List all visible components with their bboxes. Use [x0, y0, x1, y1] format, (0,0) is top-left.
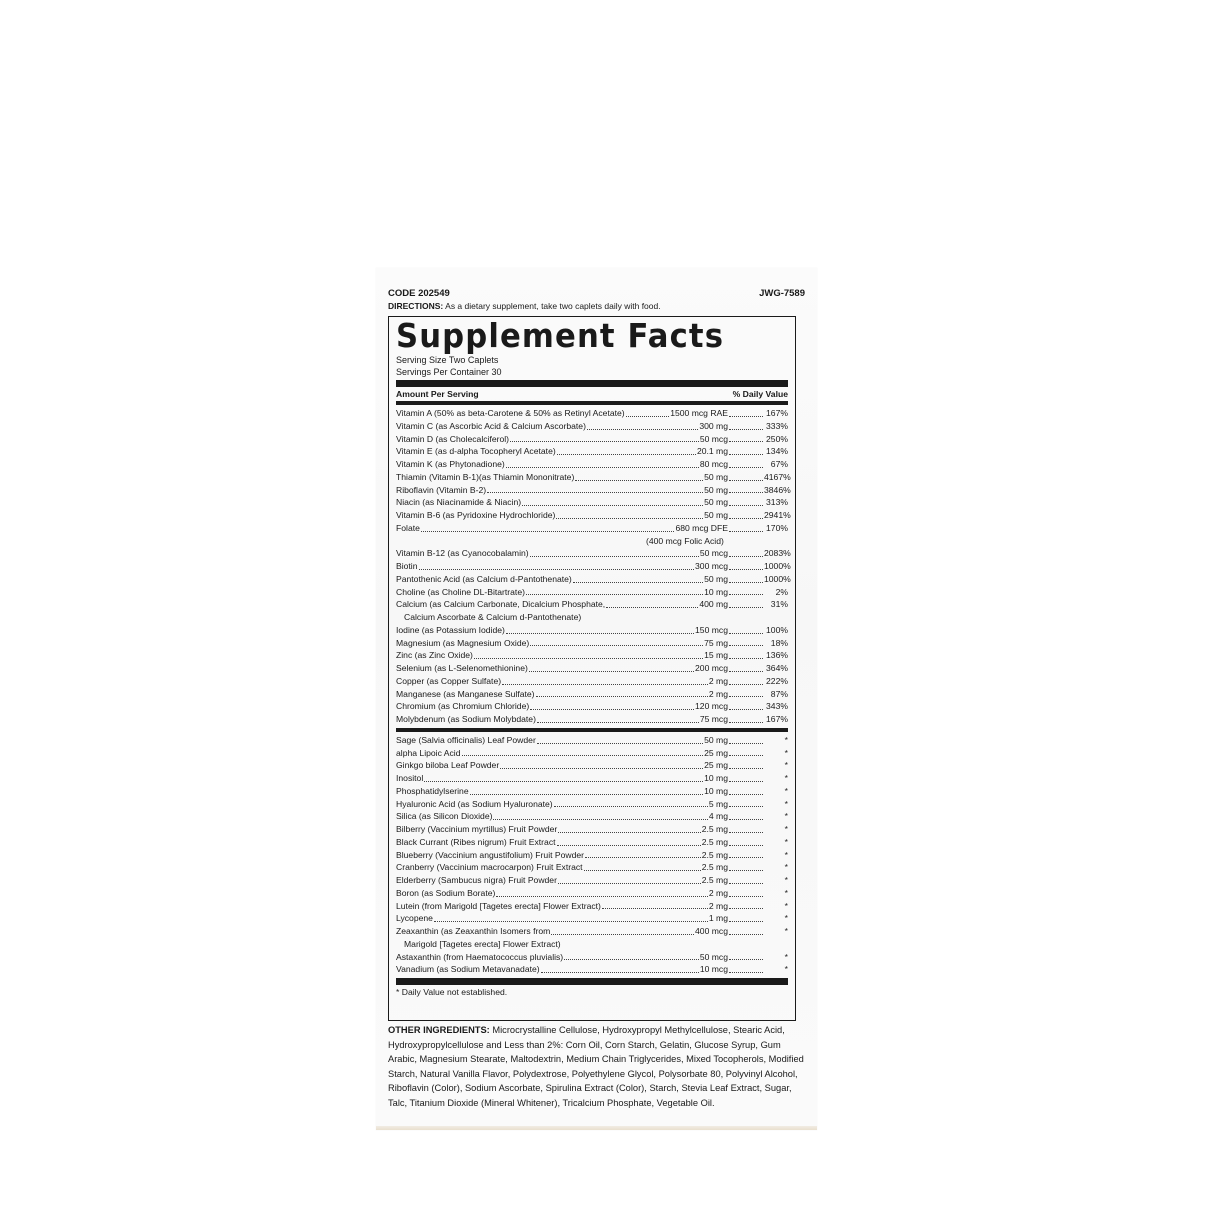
nutrient-name: Ginkgo biloba Leaf Powder [396, 760, 500, 771]
nutrient-row [396, 573, 791, 586]
nutrient-amount: 150 mcg [695, 624, 728, 635]
divider-thick [396, 380, 788, 387]
dot-leader [530, 709, 694, 710]
nutrient-row [396, 861, 788, 874]
nutrient-row [396, 649, 788, 662]
dot-leader [506, 633, 694, 634]
nutrient-amount: 50 mcg [699, 951, 728, 962]
amount-header-row [396, 387, 788, 401]
nutrient-amount: 50 mg [704, 734, 728, 745]
dot-leader [729, 518, 763, 519]
dot-leader [729, 972, 763, 973]
dot-leader [434, 921, 708, 922]
divider-thick-2 [396, 978, 788, 985]
nutrient-amount: 50 mg [704, 484, 728, 495]
dot-leader [729, 645, 763, 646]
supplement-facts-title: Supplement Facts [396, 316, 725, 355]
nutrient-amount: 50 mcg [699, 548, 728, 559]
nutrient-row [396, 433, 788, 446]
nutrient-row [396, 785, 788, 798]
dot-leader [557, 845, 701, 846]
dot-leader [424, 781, 703, 782]
nutrient-name: Vitamin B-6 (as Pyridoxine Hydrochloride) [396, 510, 556, 520]
nutrient-daily-value: 167% [766, 714, 788, 724]
dot-leader [526, 594, 703, 595]
nutrient-daily-value: 4167% [764, 471, 791, 482]
nutrient-name: Chromium (as Chromium Chloride) [396, 701, 530, 712]
nutrient-amount: 2 mg [708, 887, 728, 898]
nutrient-amount: 120 mcg [695, 701, 728, 712]
nutrient-amount: 1 mg [708, 913, 728, 924]
nutrient-row [396, 912, 788, 925]
nutrient-daily-value: * [784, 964, 788, 975]
dot-leader [729, 505, 763, 506]
nutrient-amount: 4 mg [708, 811, 728, 822]
nutrient-amount: 1500 mcg RAE [670, 408, 728, 418]
dot-leader [729, 480, 763, 481]
dot-leader [564, 959, 699, 960]
nutrient-row [396, 798, 788, 811]
nutrient-amount: 80 mcg [699, 459, 728, 469]
nutrient-name: Lycopene [396, 913, 433, 924]
nutrient-daily-value: 250% [766, 433, 788, 444]
dot-leader [729, 582, 763, 583]
nutrient-daily-value: * [784, 773, 788, 783]
nutrient-row [396, 925, 788, 938]
nutrient-row [396, 836, 788, 849]
dot-leader [557, 454, 696, 455]
vitamins-list [396, 407, 791, 535]
nutrient-row [396, 963, 788, 976]
nutrient-amount: 10 mg [704, 773, 728, 783]
dot-leader [554, 806, 708, 807]
dot-leader [537, 722, 699, 723]
zeaxanthin-continuation: Marigold [Tagetes erecta] Flower Extract) [404, 938, 561, 949]
nutrient-daily-value: 2% [775, 586, 788, 597]
nutrient-amount: 15 mg [704, 650, 728, 661]
nutrient-amount: 2.5 mg [701, 849, 728, 860]
other-ingredients [388, 1023, 808, 1111]
nutrient-name: alpha Lipoic Acid [396, 747, 461, 758]
dot-leader [462, 755, 704, 756]
dot-leader [558, 883, 701, 884]
nutrient-name: Folate [396, 522, 420, 533]
dot-leader [575, 480, 703, 481]
nutrient-daily-value: 136% [766, 650, 788, 661]
dot-leader [502, 684, 708, 685]
calcium-continuation-row [396, 611, 788, 624]
nutrient-row [396, 688, 788, 701]
other-ingredients-text: Microcrystalline Cellulose, Hydroxypropyl Methylcellulose, Stearic Acid, Hydroxypropylcellulose and Less than 2%: Corn Oil, Corn Starch, Gelatin, Glucose Syrup, Gum Arabic, Magnesium Stearate, Maltodextrin, Medium Chain Triglycerides, Mixed Tocopherols, Modified Starch, Natural Vanilla Flavor, Polydextrose, Polyethylene Glycol, Polysorbate 80, Polyvinyl Alcohol, Riboflavin (Color), Sodium Ascorbate, Spirulina Extract (Color), Starch, Stevia Leaf Extract, Sugar, Talc, Titanium Dioxide (Mineral Whitener), Tricalcium Phosphate, Vegetable Oil. [388, 1025, 804, 1108]
daily-value-header: % Daily Value [732, 389, 788, 399]
nutrient-daily-value: * [784, 887, 788, 898]
dot-leader [729, 684, 763, 685]
nutrient-amount: 50 mcg [699, 433, 728, 444]
nutrient-amount: 50 mg [704, 573, 728, 584]
nutrient-name: Blueberry (Vaccinium angustifolium) Fruit Powder [396, 849, 585, 860]
dot-leader [729, 908, 763, 909]
nutrient-daily-value: * [784, 849, 788, 860]
dot-leader [729, 633, 763, 634]
dot-leader [729, 883, 763, 884]
dot-leader [558, 832, 700, 833]
nutrient-row [396, 624, 788, 637]
nutrient-name: Pantothenic Acid (as Calcium d-Pantothenate) [396, 573, 572, 584]
dot-leader [537, 743, 703, 744]
nutrient-daily-value: 2941% [764, 510, 791, 520]
nutrient-amount: 50 mg [704, 510, 728, 520]
nutrient-daily-value: * [784, 760, 788, 771]
zeaxanthin-continuation-row [396, 938, 788, 951]
nutrient-name: Vitamin E (as d-alpha Tocopheryl Acetate) [396, 446, 556, 457]
nutrient-row [396, 713, 788, 726]
dot-leader [729, 794, 763, 795]
nutrient-name: Phosphatidylserine [396, 785, 469, 796]
nutrient-amount: 2 mg [708, 688, 728, 699]
vitamins-list-2 [396, 547, 791, 611]
nutrient-amount: 10 mg [704, 586, 728, 597]
nutrient-daily-value: * [784, 913, 788, 924]
nutrient-row [396, 420, 788, 433]
nutrient-name: Magnesium (as Magnesium Oxide) [396, 637, 530, 648]
dot-leader [470, 794, 703, 795]
dot-leader [729, 531, 763, 532]
nutrient-row [396, 458, 788, 471]
nutrient-daily-value: * [784, 862, 788, 873]
nutrient-row [396, 509, 791, 522]
nutrient-row [396, 637, 788, 650]
nutrient-amount: 25 mg [704, 760, 728, 771]
nutrient-amount: 75 mg [704, 637, 728, 648]
dot-leader [729, 429, 763, 430]
dot-leader [584, 870, 701, 871]
nutrient-name: Vitamin K (as Phytonadione) [396, 459, 505, 469]
dot-leader [729, 959, 763, 960]
nutrient-name: Vitamin D (as Cholecalciferol) [396, 433, 510, 444]
nutrient-daily-value: 134% [766, 446, 788, 457]
nutrient-amount: 400 mcg [695, 926, 728, 936]
nutrient-amount: 5 mg [708, 798, 728, 809]
dot-leader [729, 709, 763, 710]
supplement-label-panel [376, 268, 817, 1130]
nutrient-amount: 10 mg [704, 785, 728, 796]
nutrient-name: Lutein (from Marigold [Tagetes erecta] Flower Extract) [396, 900, 601, 911]
nutrient-row [396, 662, 788, 675]
nutrient-name: Cranberry (Vaccinium macrocarpon) Fruit Extract [396, 862, 583, 873]
nutrient-daily-value: 167% [766, 408, 788, 418]
nutrient-row [396, 407, 788, 420]
nutrient-row [396, 900, 788, 913]
other-ingredients-list-2 [396, 951, 788, 977]
nutrient-name: Manganese (as Manganese Sulfate) [396, 688, 535, 699]
nutrient-daily-value: 3846% [764, 484, 791, 495]
nutrient-name: Sage (Salvia officinalis) Leaf Powder [396, 734, 536, 745]
dot-leader [729, 594, 763, 595]
dot-leader [493, 819, 707, 820]
dot-leader [606, 607, 698, 608]
dot-leader [729, 556, 763, 557]
nutrient-name: Selenium (as L-Selenomethionine) [396, 663, 528, 673]
nutrient-amount: 75 mcg [699, 714, 728, 724]
bottom-shadow [376, 1126, 817, 1130]
nutrient-daily-value: * [784, 836, 788, 847]
dot-leader [729, 781, 763, 782]
dot-leader [729, 658, 763, 659]
nutrient-row [396, 734, 788, 747]
dot-leader [421, 531, 675, 532]
nutrient-amount: 2.5 mg [701, 824, 728, 834]
dot-leader [541, 972, 699, 973]
dot-leader [729, 806, 763, 807]
nutrient-name: Zinc (as Zinc Oxide) [396, 650, 473, 661]
dot-leader [510, 441, 699, 442]
dot-leader [506, 467, 699, 468]
nutrient-amount: 50 mg [704, 497, 728, 508]
other-ingredients-label: OTHER INGREDIENTS: [388, 1025, 490, 1035]
nutrient-row [396, 823, 788, 836]
nutrient-amount: 50 mg [704, 471, 728, 482]
dot-leader [530, 556, 699, 557]
nutrient-amount: 10 mcg [699, 964, 728, 975]
dot-leader [729, 870, 763, 871]
supplement-facts-box [388, 316, 796, 1021]
dot-leader [729, 743, 763, 744]
nutrient-name: Inositol [396, 773, 424, 783]
nutrient-row [396, 445, 788, 458]
serving-size: Serving Size Two Caplets [396, 355, 499, 365]
nutrient-name: Choline (as Choline DL-Bitartrate) [396, 586, 525, 597]
nutrient-daily-value: 67% [770, 459, 788, 469]
nutrient-row [396, 772, 788, 785]
dot-leader [729, 819, 763, 820]
nutrient-daily-value: 18% [770, 637, 788, 648]
nutrient-name: Black Currant (Ribes nigrum) Fruit Extract [396, 836, 556, 847]
nutrient-daily-value: 1000% [764, 573, 791, 584]
nutrient-name: Niacin (as Niacinamide & Niacin) [396, 497, 522, 508]
dot-leader [729, 845, 763, 846]
folate-note-row [396, 535, 788, 548]
dot-leader [551, 934, 694, 935]
dot-leader [556, 518, 703, 519]
dot-leader [729, 569, 763, 570]
dot-leader [536, 696, 708, 697]
nutrient-row [396, 560, 791, 573]
nutrient-row [396, 810, 788, 823]
nutrient-amount: 2.5 mg [701, 875, 728, 885]
dot-leader [729, 467, 763, 468]
nutrient-name: Calcium (as Calcium Carbonate, Dicalcium Phosphate, [396, 599, 606, 610]
nutrient-name: Elderberry (Sambucus nigra) Fruit Powder [396, 875, 557, 885]
directions [388, 301, 805, 312]
nutrient-name: Boron (as Sodium Borate) [396, 887, 496, 898]
nutrient-name: Zeaxanthin (as Zeaxanthin Isomers from [396, 926, 551, 936]
nutrient-name: Riboflavin (Vitamin B-2) [396, 484, 487, 495]
directions-text: As a dietary supplement, take two caplets daily with food. [445, 301, 661, 311]
nutrient-daily-value: 222% [766, 675, 788, 686]
dot-leader [729, 896, 763, 897]
nutrient-row [396, 759, 788, 772]
nutrient-daily-value: * [784, 824, 788, 834]
dot-leader [585, 857, 701, 858]
dot-leader [729, 441, 763, 442]
nutrient-daily-value: 313% [766, 497, 788, 508]
dot-leader [729, 755, 763, 756]
nutrient-daily-value: 333% [766, 420, 788, 431]
dot-leader [573, 582, 703, 583]
nutrient-name: Vitamin B-12 (as Cyanocobalamin) [396, 548, 529, 559]
nutrient-amount: 2 mg [708, 900, 728, 911]
nutrient-daily-value: 364% [766, 663, 788, 673]
nutrient-row [396, 586, 788, 599]
nutrient-name: Vitamin A (50% as beta-Carotene & 50% as Retinyl Acetate) [396, 408, 625, 418]
nutrient-daily-value: * [784, 747, 788, 758]
nutrient-daily-value: 343% [766, 701, 788, 712]
nutrient-row [396, 874, 788, 887]
dot-leader [729, 671, 763, 672]
directions-label: DIRECTIONS: [388, 301, 444, 311]
nutrient-name: Bilberry (Vaccinium myrtillus) Fruit Powder [396, 824, 558, 834]
nutrient-name: Copper (as Copper Sulfate) [396, 675, 502, 686]
servings-per-container: Servings Per Container 30 [396, 366, 502, 377]
nutrient-amount: 2.5 mg [701, 836, 728, 847]
dot-leader [487, 492, 703, 493]
nutrient-amount: 2.5 mg [701, 862, 728, 873]
footnote: * Daily Value not established. [396, 987, 508, 997]
dot-leader [529, 671, 694, 672]
nutrient-daily-value: 2083% [764, 548, 791, 559]
nutrient-row [396, 700, 788, 713]
folate-note: (400 mcg Folic Acid) [646, 535, 724, 546]
nutrient-name: Molybdenum (as Sodium Molybdate) [396, 714, 536, 724]
dot-leader [419, 569, 695, 570]
nutrient-name: Vitamin C (as Ascorbic Acid & Calcium Ascorbate) [396, 420, 586, 431]
product-code: CODE 202549 [388, 288, 450, 299]
minerals-list [396, 624, 788, 726]
nutrient-amount: 20.1 mg [696, 446, 728, 457]
nutrient-row [396, 496, 788, 509]
nutrient-daily-value: * [784, 951, 788, 962]
nutrient-row [396, 547, 791, 560]
dot-leader [496, 896, 708, 897]
dot-leader [729, 696, 763, 697]
nutrient-daily-value: 170% [766, 522, 788, 533]
dot-leader [522, 505, 703, 506]
nutrient-daily-value: 87% [770, 688, 788, 699]
calcium-continuation: Calcium Ascorbate & Calcium d-Pantothenate) [404, 612, 582, 622]
dot-leader [729, 492, 763, 493]
dot-leader [474, 658, 703, 659]
nutrient-name: Thiamin (Vitamin B-1)(as Thiamin Mononitrate) [396, 471, 575, 482]
dot-leader [729, 722, 763, 723]
dot-leader [729, 857, 763, 858]
nutrient-name: Vanadium (as Sodium Metavanadate) [396, 964, 540, 975]
dot-leader [729, 416, 763, 417]
other-ingredients-list [396, 734, 788, 938]
nutrient-daily-value: * [784, 734, 788, 745]
dot-leader [729, 607, 763, 608]
nutrient-daily-value: 1000% [764, 561, 791, 571]
dot-leader [729, 934, 763, 935]
nutrient-daily-value: * [784, 875, 788, 885]
nutrient-daily-value: * [784, 926, 788, 936]
dot-leader [729, 832, 763, 833]
nutrient-daily-value: * [784, 811, 788, 822]
nutrient-amount: 300 mcg [695, 561, 728, 571]
nutrient-row [396, 471, 791, 484]
nutrient-name: Iodine (as Potassium Iodide) [396, 624, 505, 635]
nutrient-daily-value: * [784, 785, 788, 796]
nutrient-row [396, 484, 791, 497]
dot-leader [500, 768, 703, 769]
nutrient-row [396, 951, 788, 964]
nutrient-daily-value: * [784, 798, 788, 809]
nutrient-name: Hyaluronic Acid (as Sodium Hyaluronate) [396, 798, 553, 809]
dot-leader [729, 768, 763, 769]
nutrient-daily-value: * [784, 900, 788, 911]
nutrient-amount: 2 mg [708, 675, 728, 686]
sku-code: JWG-7589 [759, 288, 805, 299]
nutrient-row [396, 849, 788, 862]
nutrient-row [396, 747, 788, 760]
nutrient-row [396, 675, 788, 688]
dot-leader [729, 921, 763, 922]
nutrient-amount: 200 mcg [695, 663, 728, 673]
nutrient-amount: 300 mg [699, 420, 728, 431]
dot-leader [729, 454, 763, 455]
nutrient-name: Biotin [396, 561, 418, 571]
code-row [388, 288, 805, 299]
dot-leader [602, 908, 708, 909]
nutrient-amount: 400 mg [699, 599, 728, 610]
dot-leader [626, 416, 670, 417]
nutrient-daily-value: 31% [770, 599, 788, 610]
nutrient-row [396, 598, 788, 611]
nutrient-daily-value: 100% [766, 624, 788, 635]
nutrient-name: Astaxanthin (from Haematococcus pluvialis) [396, 951, 564, 962]
dot-leader [530, 645, 703, 646]
nutrient-row [396, 522, 788, 535]
dot-leader [587, 429, 698, 430]
amount-per-serving-header: Amount Per Serving [396, 389, 479, 399]
nutrient-row [396, 887, 788, 900]
nutrient-amount: 680 mcg DFE [675, 522, 728, 533]
nutrient-amount: 25 mg [704, 747, 728, 758]
nutrient-name: Silica (as Silicon Dioxide) [396, 811, 493, 822]
